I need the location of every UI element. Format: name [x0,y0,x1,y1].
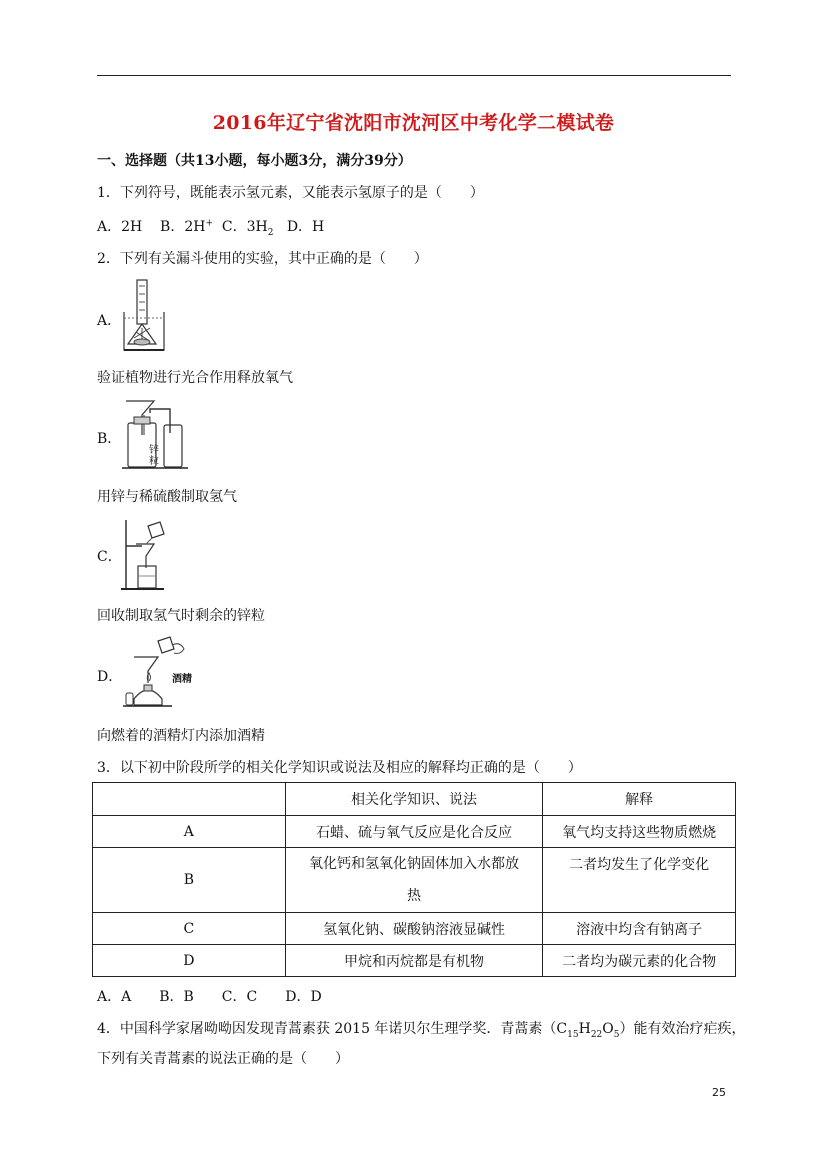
table-cell: 二者均为碳元素的化合物 [543,945,736,977]
q4-stem-line2: 下列有关青蒿素的说法正确的是（ ） [97,1051,349,1067]
zinc-granules-label: 锌 粒 [149,445,159,467]
q2-option-d-caption: 向燃着的酒精灯内添加酒精 [97,728,265,744]
alcohol-label: 酒精 [172,674,192,685]
page-title: 2016年辽宁省沈阳市沈河区中考化学二模试卷 [212,112,615,134]
table-cell: B [93,848,286,913]
table-cell: 氧化钙和氢氧化钠固体加入水都放 热 [285,848,543,913]
table-cell: A [93,816,286,848]
table-cell: D [93,945,286,977]
header-rule [97,75,731,76]
table-row [93,816,736,848]
q1-option-b: B．2H+ [160,218,213,235]
table-header-cell: 解释 [543,783,736,816]
q3-stem: 3．以下初中阶段所学的相关化学知识或说法及相应的解释均正确的是（ ） [97,760,582,776]
table-header-cell [93,783,286,816]
q2-option-a-caption: 验证植物进行光合作用释放氧气 [97,370,293,386]
filtration-figure [120,516,170,592]
table-cell: 二者均发生了化学变化 [543,848,736,913]
section-heading: 一、选择题（共13小题，每小题3分，满分39分） [97,153,412,169]
table-header-cell: 相关化学知识、说法 [285,783,543,816]
q2-option-a-label: A． [97,313,122,329]
table-cell: 甲烷和丙烷都是有机物 [285,945,543,977]
q1-option-d: D．H [286,219,325,235]
page-number: 25 [712,1086,726,1099]
table-cell: 氧气均支持这些物质燃烧 [543,816,736,848]
table-row [93,913,736,945]
q3-options: A．A B．B C．C D．D [97,989,322,1005]
q2-option-d-label: D． [97,669,123,685]
table-row [93,783,736,816]
table-cell: C [93,913,286,945]
table-cell: 石蜡、硫与氧气反应是化合反应 [285,816,543,848]
q1-options [97,216,324,238]
table-cell: 溶液中均含有钠离子 [543,913,736,945]
q4-stem: 4．中国科学家屠呦呦因发现青蒿素获 2015 年诺贝尔生理学奖．青蒿素$(C_{15}H_{22}O_5)$能有效治疗疟疾， [97,1021,746,1040]
q2-option-b-caption: 用锌与稀硫酸制取氢气 [97,489,237,505]
q2-option-c-caption: 回收制取氢气时剩余的锌粒 [97,608,265,624]
plant-photosynthesis-figure [120,278,168,354]
table-cell: 氢氧化钠、碳酸钠溶液显碱性 [285,913,543,945]
q2-option-b-label: B． [97,431,122,447]
q1-option-c: C．$3H_2$ [221,219,274,238]
q3-table [92,782,736,977]
table-row [93,848,736,913]
q2-option-c-label: C． [97,549,122,565]
q1-stem: 1．下列符号，既能表示氢元素，又能表示氢原子的是（ ） [97,185,484,201]
q1-option-a: A．2H [97,219,143,235]
table-row [93,945,736,977]
q2-stem: 2．下列有关漏斗使用的实验，其中正确的是（ ） [97,251,428,267]
